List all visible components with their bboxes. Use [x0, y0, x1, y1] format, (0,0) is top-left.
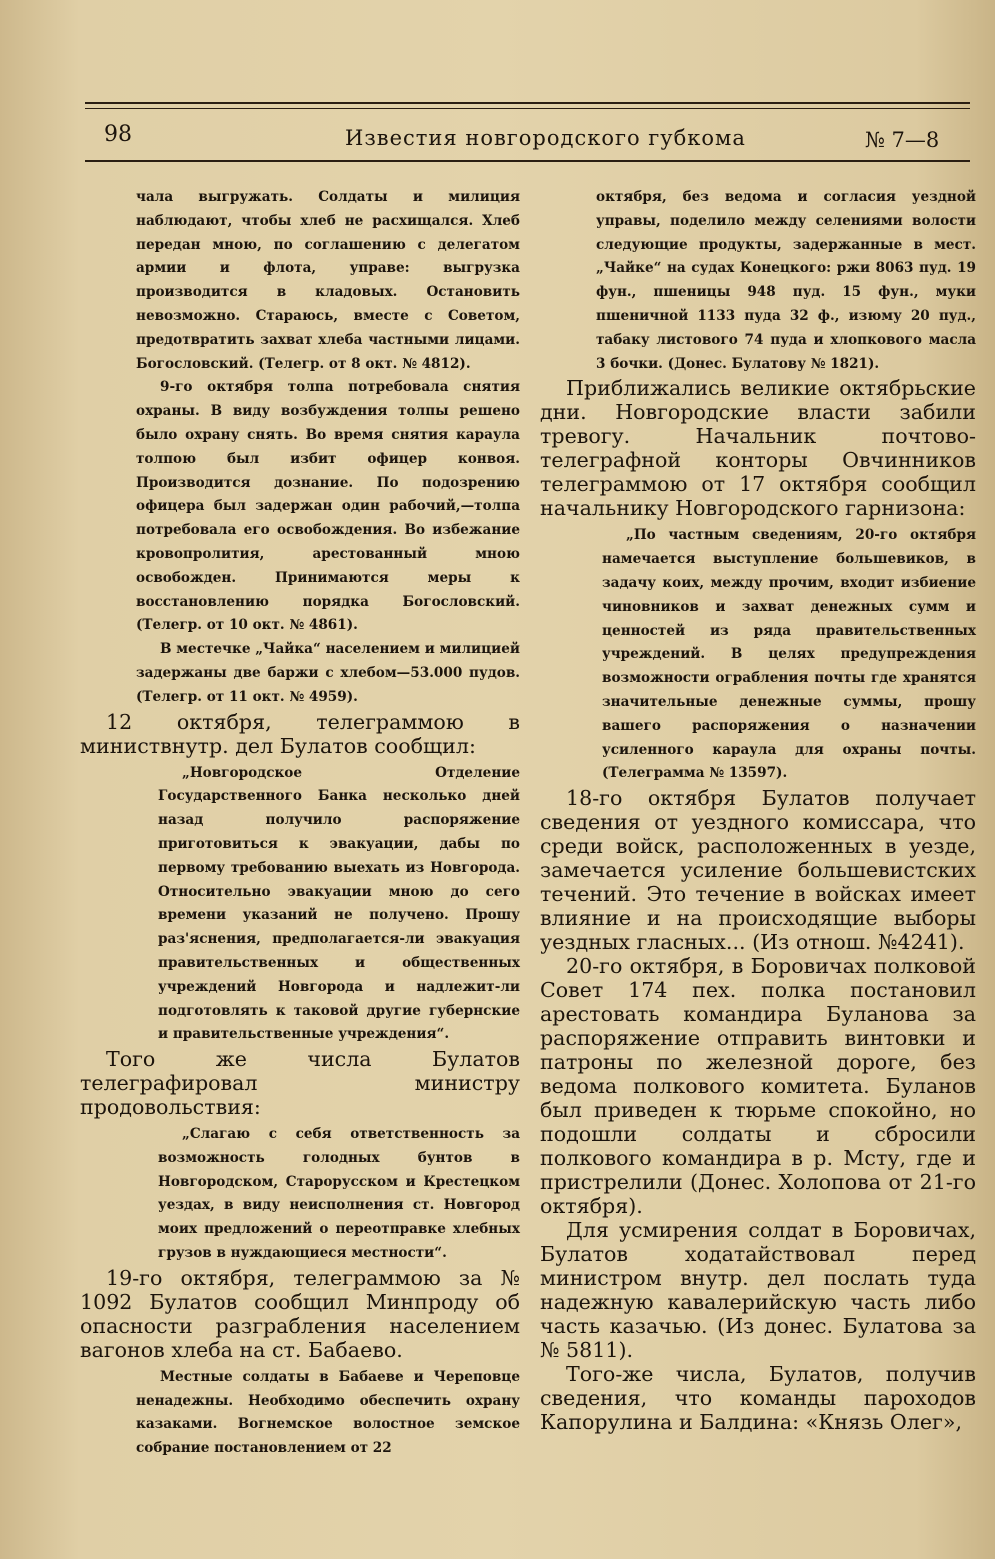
quotation: „Новгородское Отделение Государственного Банка несколько дней назад получило распоряжение приготовиться к эвакуации, дабы по первому требованию выехать из Новгорода. Относительно эвакуации мною до сего времени указаний не получено. Прошу раз'яснения, предполагается-ли эвакуация правительственных и общественных учреждений Новгорода и надлежит-ли подготовлять к таковой другие губернские и правительственные учреждения“. — [158, 764, 520, 1043]
header-top-rule — [85, 102, 970, 109]
quotation: „Слагаю с себя ответственность за возможность голодных бунтов в Новгородском, Старорусском и Крестецком уездах, в виду неисполнения ст. Новгород моих предложений о переотправке хлебных грузов в нуждающиеся местности“. — [158, 1126, 520, 1262]
paragraph: чала выгружать. Солдаты и милиция наблюдают, чтобы хлеб не расхищался. Хлеб передан мною, по соглашению с делегатом армии и флота, управе: выгрузка производится в кладовых. Остановить невозможно. Стараюсь, вместе с Советом, предотвратить захват хлеба частными лицами. Богословский. (Телегр. от 8 окт. № 4812). — [136, 189, 520, 372]
paragraph: октября, без ведома и согласия уездной управы, поделило между селениями волости следующие продукты, задержанные в мест. „Чайке“ на судах Конецкого: ржи 8063 пуд. 19 фун., пшеницы 948 пуд. 15 фун., муки пшеничной 1133 пуда 32 ф., изюму 20 пуд., табаку листового 74 пуда и хлопкового масла 3 бочки. (Донес. Булатову № 1821). — [596, 189, 976, 372]
quotation: „По частным сведениям, 20-го октября намечается выступление большевиков, в задачу коих, между прочим, входит избиение чиновников и захват денежных сумм и ценностей из ряда правительственных учреждений. В целях предупреждения возможности ограбления почты где хранятся значительные денежные суммы, прошу вашего распоряжения о назначении усиленного караула для охраны почты. (Телеграмма № 13597). — [602, 527, 976, 782]
paragraph: 20-го октября, в Боровичах полковой Совет 174 пех. полка постановил арестовать командира Буланова за распоряжение отправить винтовки и патроны по железной дороге, без ведома полкового комитета. Буланов был приведен к тюрьме спокойно, но подошли солдаты и сбросили полкового командира в р. Мсту, где и пристрелили (Донес. Холопова от 21-го октября). — [540, 954, 976, 1219]
paragraph: 18-го октября Булатов получает сведения от уездного комиссара, что среди войск, расположенных в уезде, замечается усиление большевистских течений. Это течение в войсках имеет влияние и на происходящие выборы уездных гласных... (Из отнош. №4241). — [540, 786, 976, 955]
paragraph: Приближались великие октябрьские дни. Новгородские власти забили тревогу. Начальник почтово-телеграфной конторы Овчинников телеграммою от 17 октября сообщил начальнику Новгородского гарнизона: — [540, 376, 976, 521]
paragraph: 12 октября, телеграммою в министвнутр. дел Булатов сообщил: — [80, 709, 520, 758]
left-column — [80, 186, 520, 1461]
paragraph: Для усмирения солдат в Боровичах, Булатов ходатайствовал перед министром внутр. дел послать туда надежную кавалерийскую часть либо часть казачью. (Из донес. Булатова за № 5811). — [540, 1218, 976, 1363]
header-bottom-rule — [85, 160, 970, 162]
paragraph: Того-же числа, Булатов, получив сведения, что команды пароходов Капорулина и Балдина: «Князь Олег», — [540, 1362, 976, 1435]
issue-number: № 7—8 — [865, 128, 940, 152]
right-column — [540, 186, 976, 1434]
paragraph: 19-го октября, телеграммою за № 1092 Булатов сообщил Минпроду об опасности разграбления населением вагонов хлеба на ст. Бабаево. — [80, 1265, 520, 1362]
page-number: 98 — [104, 122, 132, 147]
paragraph: Местные солдаты в Бабаеве и Череповце ненадежны. Необходимо обеспечить охрану казаками. Вогнемское волостное земское собрание постановлением от 22 — [136, 1368, 520, 1457]
paragraph: Того же числа Булатов телеграфировал министру продовольствия: — [80, 1047, 520, 1120]
paragraph: В местечке „Чайка“ населением и милицией задержаны две баржи с хлебом—53.000 пудов. (Телегр. от 11 окт. № 4959). — [136, 641, 520, 705]
paragraph: 9-го октября толпа потребовала снятия охраны. В виду возбуждения толпы решено было охрану снять. Во время снятия караула толпою был избит офицер конвоя. Производится дознание. По подозрению офицера был задержан один рабочий,—толпа потребовала его освобождения. Во избежание кровопролития, арестованный мною освобожден. Принимаются меры к восстановлению порядка Богословский. (Телегр. от 10 окт. № 4861). — [136, 379, 520, 634]
running-title: Известия новгородского губкома — [345, 126, 746, 150]
